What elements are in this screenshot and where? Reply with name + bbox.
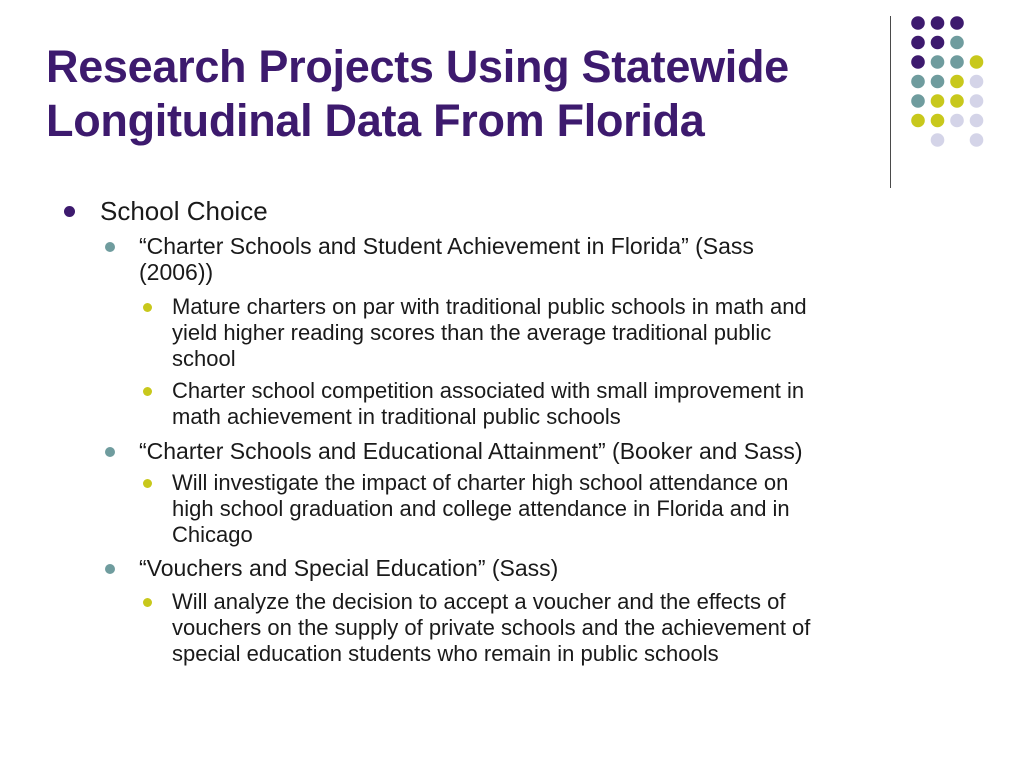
slide-title-line: Research Projects Using Statewide	[46, 41, 789, 92]
bullet-dot-icon	[105, 564, 115, 574]
finding-line: Chicago	[172, 522, 253, 547]
finding-line: special education students who remain in public schools	[172, 641, 719, 666]
bullet-dot-icon	[105, 242, 115, 252]
study-title-line: “Vouchers and Special Education” (Sass)	[139, 555, 559, 581]
slide-title-line: Longitudinal Data From Florida	[46, 95, 705, 146]
finding-line: math achievement in traditional public schools	[172, 404, 621, 429]
finding-line: Mature charters on par with traditional public schools in math and	[172, 294, 807, 319]
study-title-line: (2006))	[139, 259, 214, 285]
bullet-dot-icon	[105, 447, 115, 457]
finding-line: Charter school competition associated with small improvement in	[172, 378, 805, 403]
finding-line: high school graduation and college attendance in Florida and in	[172, 496, 790, 521]
finding-line: Will investigate the impact of charter high school attendance on	[172, 470, 789, 495]
bullet-dot-icon	[143, 303, 152, 312]
finding-line: Will analyze the decision to accept a voucher and the effects of	[172, 589, 786, 614]
bullet-dot-icon	[143, 387, 152, 396]
study-title-line: “Charter Schools and Educational Attainment” (Booker and Sass)	[139, 438, 803, 464]
study-title-line: “Charter Schools and Student Achievement in Florida” (Sass	[139, 233, 754, 259]
bullet-dot-icon	[64, 206, 75, 217]
bullet-dot-icon	[143, 598, 152, 607]
finding-line: school	[172, 346, 236, 371]
finding-line: vouchers on the supply of private schools and the achievement of	[172, 615, 811, 640]
finding-line: yield higher reading scores than the average traditional public	[172, 320, 772, 345]
bullet-dot-icon	[143, 479, 152, 488]
topic-school-choice: School Choice	[100, 196, 268, 226]
